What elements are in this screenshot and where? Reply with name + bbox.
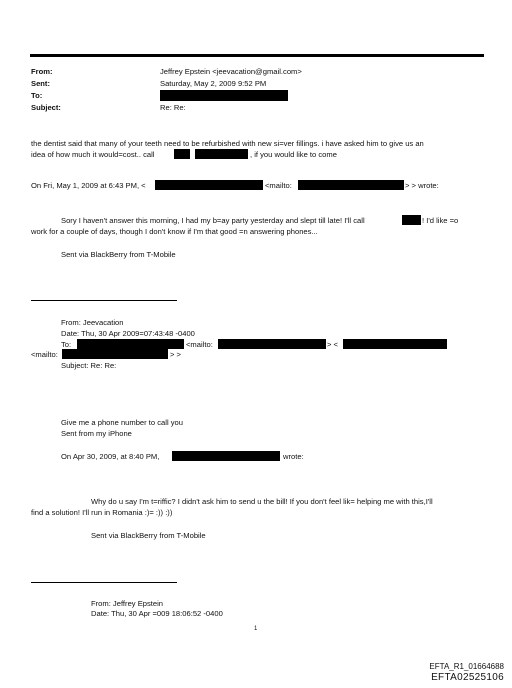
msg3-line1: Why do u say I'm t=riffic? I didn't ask him to send u the bill! If you don't feel lik= helping me with this,I'll — [91, 497, 433, 506]
quote1-sent-via: Sent via BlackBerry from T-Mobile — [61, 250, 176, 259]
msg3-sent-via: Sent via BlackBerry from T-Mobile — [91, 531, 206, 540]
fwd2-from: From: Jeffrey Epstein — [91, 599, 164, 608]
msg3-line2: find a solution! I'll run in Romania :)= :)) :)) — [31, 508, 173, 517]
body-line-2a: idea of how much it would=cost.. call — [31, 150, 155, 159]
page-number: 1 — [254, 626, 258, 632]
redaction-body-1 — [174, 149, 190, 159]
fwd1-mailto2-tail: > > — [170, 350, 181, 359]
sent-value: Saturday, May 2, 2009 9:52 PM — [160, 79, 267, 88]
fwd1-from: From: Jeevacation — [61, 318, 124, 327]
fwd1-to-label: To: — [61, 340, 72, 349]
quote1-msg-line2: work for a couple of days, though I don't know if I'm that good =n answering phones... — [31, 227, 318, 236]
footer-id-1: EFTA_R1_01664688 — [429, 662, 504, 671]
redaction-fwd1-email2 — [343, 339, 447, 349]
from-value: Jeffrey Epstein <jeevacation@gmail.com> — [160, 67, 302, 76]
fwd1-mailto: <mailto: — [186, 340, 213, 349]
redaction-fwd1-to — [77, 339, 184, 349]
subject-label: Subject: — [31, 103, 61, 112]
fwd1-mailto-tail: > < — [327, 340, 338, 349]
sent-label: Sent: — [31, 79, 50, 88]
msg2-quote-tail: wrote: — [283, 452, 304, 461]
redaction-quote1-phone — [402, 215, 421, 225]
redaction-quote1-email — [155, 180, 263, 190]
redaction-quote1-mailto — [298, 180, 404, 190]
redaction-msg2-sender — [172, 451, 280, 461]
fwd1-mailto2: <mailto: — [31, 350, 58, 359]
msg2-quote-lead: On Apr 30, 2009, at 8:40 PM, — [61, 452, 160, 461]
msg2-line2: Sent from my iPhone — [61, 429, 132, 438]
footer-id-2: EFTA02525106 — [431, 672, 504, 683]
quote1-tail: > > wrote: — [405, 181, 439, 190]
redaction-fwd1-mailto — [218, 339, 326, 349]
separator-2 — [31, 582, 177, 583]
fwd1-date: Date: Thu, 30 Apr 2009=07:43:48 -0400 — [61, 329, 195, 338]
quote1-mailto: <mailto: — [265, 181, 292, 190]
header-rule — [30, 54, 484, 57]
subject-value: Re: Re: — [160, 103, 186, 112]
body-line-1: the dentist said that many of your teeth need to be refurbished with new si=ver fillings. i have asked him to give us an — [31, 139, 424, 148]
msg2-line1: Give me a phone number to call you — [61, 418, 183, 427]
from-label: From: — [31, 67, 53, 76]
redaction-fwd1-mailto2 — [62, 349, 168, 359]
redaction-body-2 — [195, 149, 248, 159]
quote1-lead: On Fri, May 1, 2009 at 6:43 PM, < — [31, 181, 146, 190]
quote1-msg-line1a: Sory I haven't answer this morning, I had my b=ay party yesterday and slept till late! I'll call — [61, 216, 365, 225]
body-line-2b: , if you would like to come — [250, 150, 337, 159]
to-label: To: — [31, 91, 43, 100]
separator-1 — [31, 300, 177, 301]
redaction-to — [160, 90, 288, 101]
quote1-msg-line1b: ! I'd like =o — [422, 216, 459, 225]
fwd2-date: Date: Thu, 30 Apr =009 18:06:52 -0400 — [91, 609, 223, 618]
fwd1-subject: Subject: Re: Re: — [61, 361, 117, 370]
